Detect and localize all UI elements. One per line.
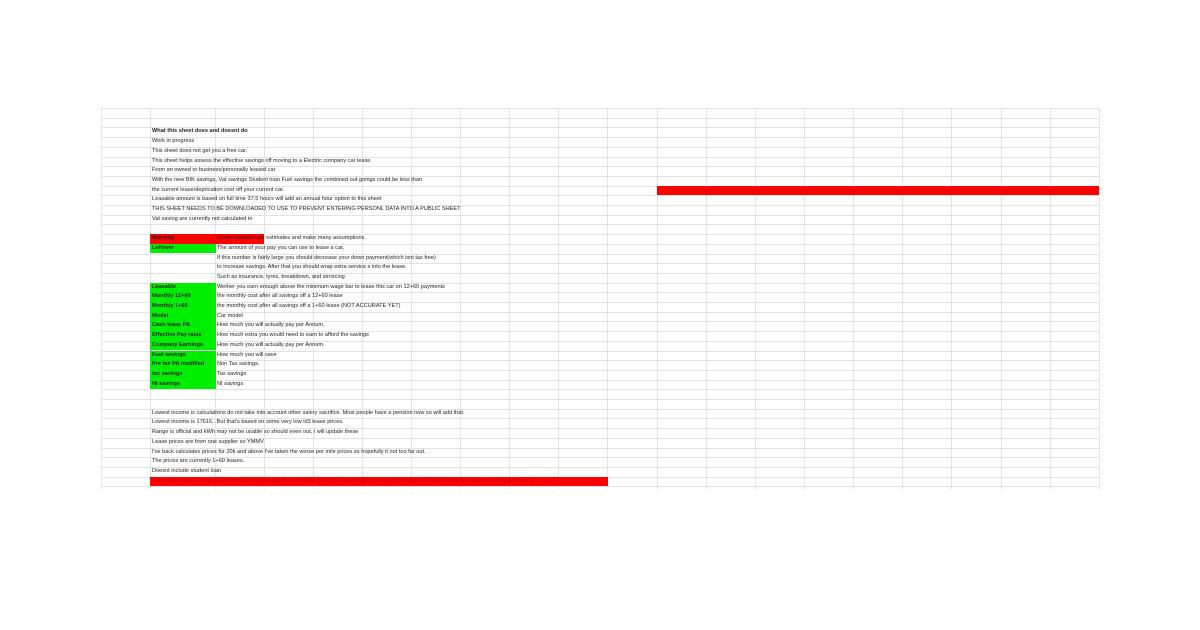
legend-desc-warning[interactable]: [215, 234, 366, 244]
intro-line[interactable]: This sheet helps assess the effective savings off moving to a Electric company car lease: [152, 157, 371, 164]
legend-label[interactable]: tax savings: [150, 370, 216, 380]
legend-label[interactable]: Pre tax PA modified: [150, 360, 216, 370]
legend-label[interactable]: Fuel savings: [150, 351, 216, 361]
note-line[interactable]: Lease prices are from one supplier so YMMV: [152, 438, 264, 445]
legend-label[interactable]: Effective Pay raise: [150, 331, 216, 341]
legend-label[interactable]: NI savings: [150, 380, 216, 390]
note-line[interactable]: Range is official and kWh may not be usable so should even out, i will update these: [152, 429, 359, 436]
note-line[interactable]: Lowest income is 17616.. But that's based on some very low id3 lease prices.: [152, 419, 344, 426]
intro-line[interactable]: With the new BIK savings, Vat savings Student loan Fuel savings the combined out goings could be less than: [152, 176, 423, 183]
legend-desc[interactable]: Non Tax savings.: [217, 361, 260, 368]
legend-label[interactable]: Monthly 12+60: [150, 292, 216, 302]
legend-desc[interactable]: the monthly cost after all savings off a 12+60 lease: [217, 293, 343, 300]
legend-desc[interactable]: Car model: [217, 312, 243, 319]
spreadsheet-grid[interactable]: [101, 108, 1099, 489]
legend-desc[interactable]: to increase savings. After that you should wrap extra service s into the lease.: [217, 264, 407, 271]
note-line[interactable]: Doesnt include student loan: [152, 467, 222, 474]
legend-desc[interactable]: If this number is fairly large you should decrease your down payment(which isnt tax free): [217, 254, 436, 261]
legend-label[interactable]: Leasable: [150, 283, 216, 293]
note-line[interactable]: Lowest income is calculations do not take into account other salery sacrifice. Most people have a pension now so will add that.: [152, 409, 465, 416]
intro-line[interactable]: THIS SHEET NEEDS TO BE DOWNLOADED TO USE TO PREVENT ENTERING PERSONL DATA INTO A PUBLIC SHEET: [152, 206, 461, 212]
intro-line[interactable]: the current lease/deprication cost off your current car.: [152, 186, 285, 193]
legend-label-warning[interactable]: Warning: [150, 234, 216, 244]
intro-line[interactable]: Vat saving are currently not calculated in: [152, 215, 253, 222]
legend-label[interactable]: Monthly 1+60: [150, 302, 216, 312]
note-line[interactable]: I've back calculates prices for 20k and above I've taken the worse per mile prices so hopefully it not too far out.: [152, 448, 426, 455]
intro-line[interactable]: From an owned or business/personally leased car: [152, 167, 276, 174]
legend-desc[interactable]: How much you will actually pay per Annum.: [217, 341, 325, 348]
sheet-title[interactable]: What this sheet does and doesnt do: [152, 128, 248, 135]
legend-desc[interactable]: Tax savings: [217, 370, 247, 377]
intro-line[interactable]: Work in progress: [152, 138, 195, 145]
footer-warning[interactable]: Some low earners could undercut their statutory pay by more than half, if you are thinking of having a child in the next 4 year the gains may not be worth it.: [150, 477, 608, 487]
legend-desc[interactable]: NI savings: [217, 380, 244, 387]
legend-desc[interactable]: How much you will save: [217, 351, 277, 358]
legend-desc[interactable]: Such as insurance, tyres, breakdown, and servicing: [217, 273, 345, 280]
legend-desc[interactable]: The amount of your pay you can use to lease a car,: [217, 244, 345, 251]
legend-desc[interactable]: How much extra you would need to earn to afford the savings: [217, 332, 369, 339]
red-highlighted-cell[interactable]: [657, 186, 1099, 196]
note-line[interactable]: The prices are currently 1+60 leases.: [152, 458, 245, 465]
legend-label[interactable]: Cash lease PA: [150, 321, 216, 331]
legend-desc-text: Some numbers are estimates and make many assumptions.: [217, 235, 366, 242]
legend-label[interactable]: Company Earnings: [150, 341, 216, 351]
legend-desc[interactable]: the monthly cost after all savings off a 1+60 lease (NOT ACCURATE YET): [217, 303, 401, 309]
intro-line[interactable]: This sheet does not get you a free car.: [152, 147, 248, 154]
legend-desc[interactable]: Wether you earn enough above the minimum wage bar to lease this car on 12+60 payments: [217, 283, 445, 290]
legend-label[interactable]: Model: [150, 312, 216, 322]
legend-label[interactable]: Leftover: [150, 244, 216, 254]
legend-desc[interactable]: How much you will actually pay per Annum.: [217, 322, 325, 329]
intro-line[interactable]: Leasable amount is based on full time 37.5 hours will add an annual hour option to this sheet: [152, 196, 382, 203]
